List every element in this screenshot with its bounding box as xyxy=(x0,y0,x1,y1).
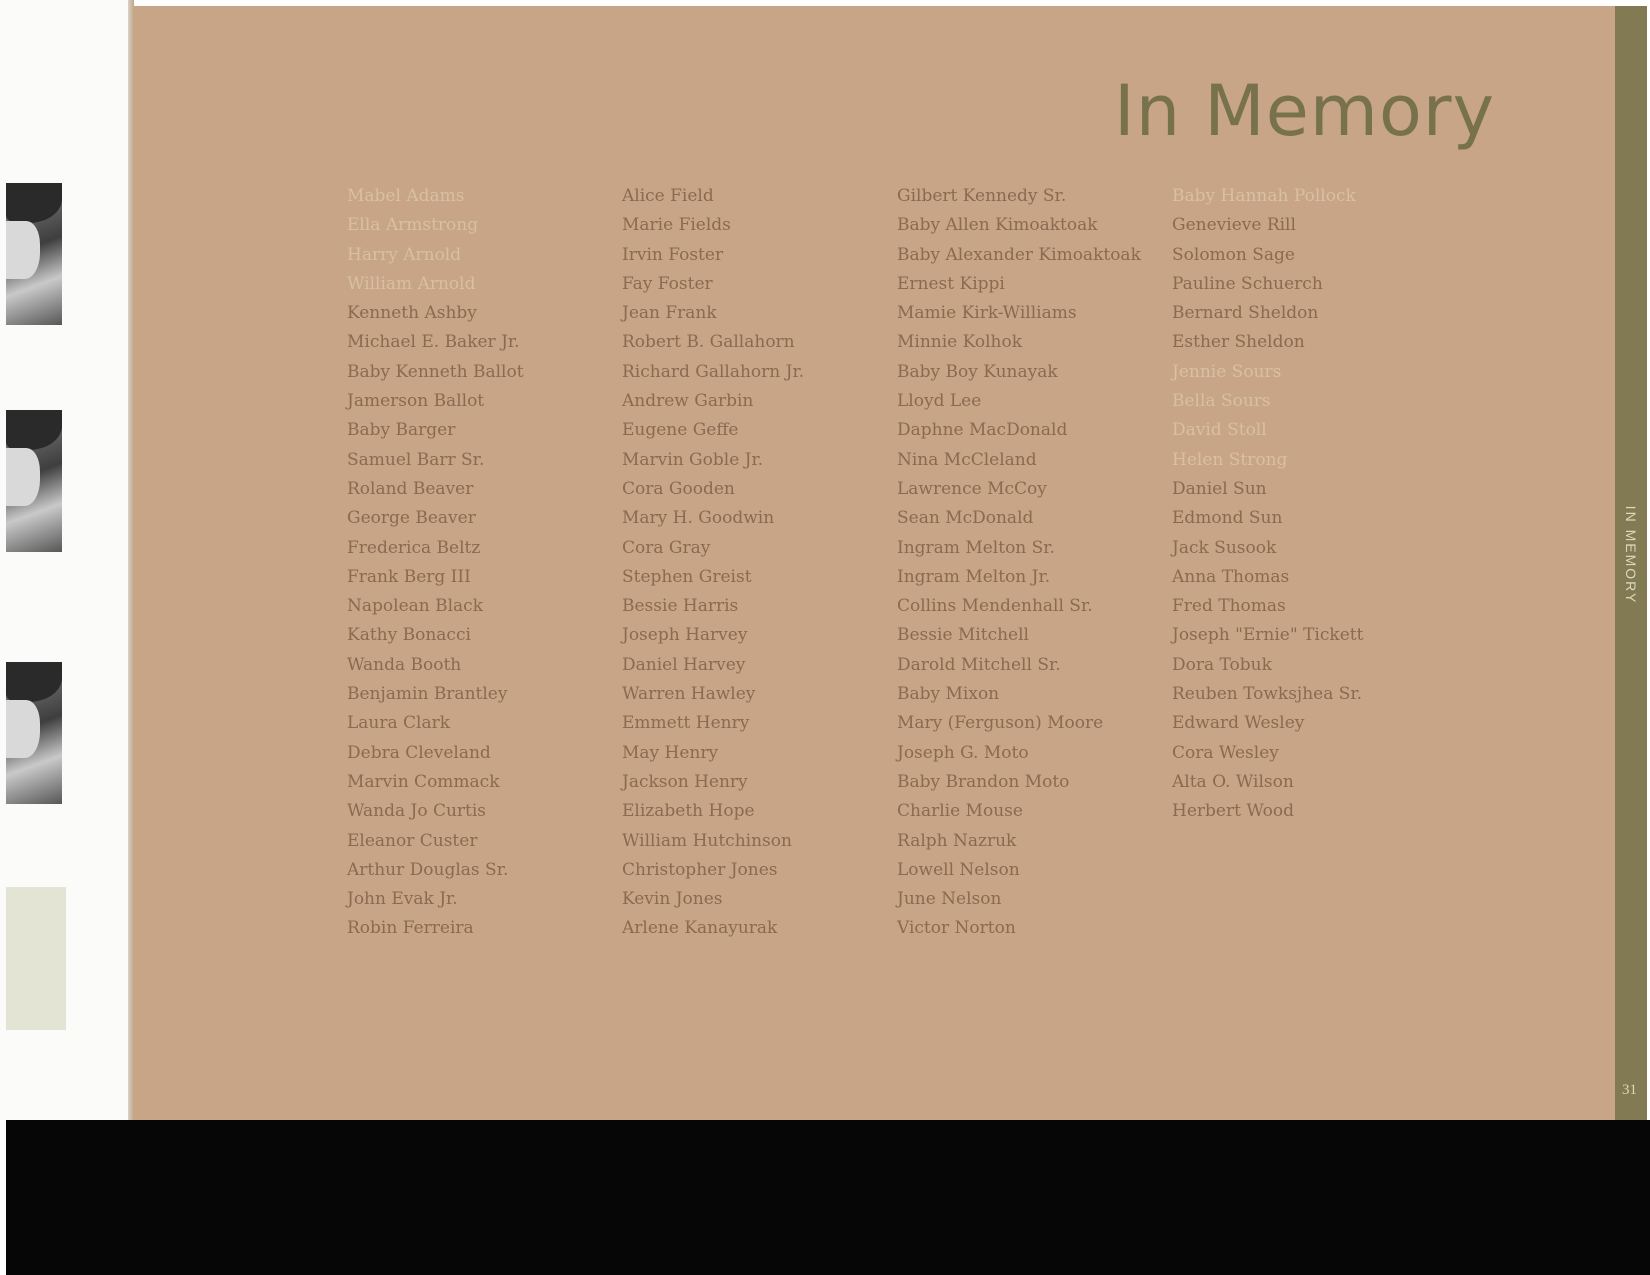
memorial-name: Cora Gray xyxy=(622,537,711,558)
memorial-name: Charlie Mouse xyxy=(897,801,1023,822)
memorial-name: Christopher Jones xyxy=(622,859,778,880)
memorial-name: Lloyd Lee xyxy=(897,391,982,412)
memorial-name: Wanda Jo Curtis xyxy=(347,801,487,822)
portrait-face xyxy=(6,700,40,758)
memorial-name: Baby Hannah Pollock xyxy=(1172,186,1356,206)
memorial-name: Frank Berg III xyxy=(347,566,471,587)
memorial-name: Andrew Garbin xyxy=(622,391,754,412)
memorial-name: Jack Susook xyxy=(1172,537,1277,558)
memorial-name: Joseph "Ernie" Tickett xyxy=(1172,625,1364,646)
memorial-name: Kevin Jones xyxy=(622,889,723,910)
portrait-hair xyxy=(6,410,62,450)
memorial-name: Bessie Mitchell xyxy=(897,625,1029,646)
memorial-name: Daniel Harvey xyxy=(622,654,746,675)
memorial-name: Eugene Geffe xyxy=(622,420,739,441)
memorial-name: Baby Alexander Kimoaktoak xyxy=(897,244,1141,265)
memorial-name: Edward Wesley xyxy=(1172,713,1305,734)
portrait-face xyxy=(6,221,40,279)
memorial-name: Anna Thomas xyxy=(1172,566,1290,587)
memorial-name: Elizabeth Hope xyxy=(622,801,755,822)
memorial-name: William Arnold xyxy=(347,273,476,294)
memorial-name: Jackson Henry xyxy=(622,771,748,792)
memorial-name: Arthur Douglas Sr. xyxy=(347,859,509,880)
memorial-name: Laura Clark xyxy=(347,713,451,734)
memorial-name: Jennie Sours xyxy=(1172,361,1282,382)
memorial-name: Ernest Kippi xyxy=(897,273,1005,294)
memorial-name: Herbert Wood xyxy=(1172,801,1294,822)
portrait-photo xyxy=(6,662,62,804)
memorial-name: Cora Gooden xyxy=(622,478,735,499)
memorial-name: Irvin Foster xyxy=(622,244,724,265)
memorial-name: Victor Norton xyxy=(897,918,1016,939)
memorial-name: Bernard Sheldon xyxy=(1172,303,1319,324)
name-column-2 xyxy=(622,182,804,944)
memorial-name: Lawrence McCoy xyxy=(897,478,1047,499)
memorial-name: Baby Barger xyxy=(347,420,456,441)
memorial-name: Dora Tobuk xyxy=(1172,654,1272,675)
memorial-name: Marvin Commack xyxy=(347,771,500,792)
memorial-name: Ella Armstrong xyxy=(347,215,479,236)
memorial-name: Sean McDonald xyxy=(897,508,1034,529)
memorial-name: Richard Gallahorn Jr. xyxy=(622,361,805,382)
memorial-name: Jamerson Ballot xyxy=(347,391,485,412)
memorial-name: Nina McCleland xyxy=(897,449,1037,470)
memorial-name: Baby Mixon xyxy=(897,684,1000,705)
memorial-name: Eleanor Custer xyxy=(347,830,478,851)
memorial-name: Debra Cleveland xyxy=(347,742,491,763)
memorial-name: Kathy Bonacci xyxy=(347,625,471,646)
memorial-name: Darold Mitchell Sr. xyxy=(897,654,1061,675)
memorial-name: Napolean Black xyxy=(347,596,483,617)
memorial-name: Baby Allen Kimoaktoak xyxy=(897,215,1098,236)
memorial-name: Emmett Henry xyxy=(622,713,750,734)
memorial-name: June Nelson xyxy=(897,889,1002,910)
color-swatch xyxy=(6,887,66,1030)
memorial-name: Helen Strong xyxy=(1172,449,1288,470)
memorial-name: Edmond Sun xyxy=(1172,508,1283,529)
memorial-name: Esther Sheldon xyxy=(1172,332,1305,353)
memorial-name: Baby Kenneth Ballot xyxy=(347,361,524,382)
portrait-photo xyxy=(6,183,62,325)
memorial-name: Michael E. Baker Jr. xyxy=(347,332,520,353)
memorial-name: Fred Thomas xyxy=(1172,596,1286,617)
memorial-name: Baby Boy Kunayak xyxy=(897,361,1058,382)
memorial-name: Jean Frank xyxy=(622,303,717,324)
memorial-name: Mamie Kirk-Williams xyxy=(897,303,1077,324)
page-number: 31 xyxy=(1622,1082,1637,1098)
memorial-name: Bella Sours xyxy=(1172,391,1271,412)
memorial-name: Marie Fields xyxy=(622,215,731,236)
memorial-name: Baby Brandon Moto xyxy=(897,771,1070,792)
memorial-name: Roland Beaver xyxy=(347,478,474,499)
section-label: IN MEMORY xyxy=(1623,505,1639,605)
memorial-name: Ingram Melton Jr. xyxy=(897,566,1051,587)
memorial-name: Collins Mendenhall Sr. xyxy=(897,596,1093,617)
memorial-name: Genevieve Rill xyxy=(1172,215,1296,236)
portrait-photo xyxy=(6,410,62,552)
portrait-hair xyxy=(6,662,62,702)
memorial-name: Arlene Kanayurak xyxy=(622,918,778,939)
memorial-name: Warren Hawley xyxy=(622,684,756,705)
memorial-name: Daphne MacDonald xyxy=(897,420,1068,441)
memorial-name: Wanda Booth xyxy=(347,654,462,675)
scan-bottom-band xyxy=(6,1120,1650,1275)
memorial-name: Pauline Schuerch xyxy=(1172,273,1323,294)
portrait-hair xyxy=(6,183,62,223)
portrait-face xyxy=(6,448,40,506)
name-column-4 xyxy=(1172,182,1363,827)
memorial-name: Robert B. Gallahorn xyxy=(622,332,795,353)
memorial-name: Solomon Sage xyxy=(1172,244,1295,265)
memorial-name: Lowell Nelson xyxy=(897,859,1020,880)
memorial-name: George Beaver xyxy=(347,508,476,529)
memorial-name: David Stoll xyxy=(1172,420,1267,441)
memorial-name: John Evak Jr. xyxy=(347,889,458,910)
name-column-1 xyxy=(347,182,524,944)
memorial-name: Bessie Harris xyxy=(622,596,739,617)
memorial-name: Benjamin Brantley xyxy=(347,684,508,705)
memorial-name: William Hutchinson xyxy=(622,830,792,851)
memorial-name: Marvin Goble Jr. xyxy=(622,449,764,470)
memorial-name: Kenneth Ashby xyxy=(347,303,477,324)
memorial-name: Ralph Nazruk xyxy=(897,830,1017,851)
memorial-name: Mary H. Goodwin xyxy=(622,508,775,529)
memorial-name: Harry Arnold xyxy=(347,244,462,265)
facing-page-strip xyxy=(0,0,133,1120)
memorial-name: Mabel Adams xyxy=(347,186,465,206)
memorial-name: Minnie Kolhok xyxy=(897,332,1023,353)
memorial-name: Stephen Greist xyxy=(622,566,752,587)
memorial-name: Joseph Harvey xyxy=(622,625,748,646)
memorial-name: Daniel Sun xyxy=(1172,478,1267,499)
memorial-name: Gilbert Kennedy Sr. xyxy=(897,186,1067,206)
page-title: In Memory xyxy=(1114,70,1495,152)
memorial-name: Robin Ferreira xyxy=(347,918,474,939)
memorial-name: Joseph G. Moto xyxy=(897,742,1029,763)
memorial-name: Ingram Melton Sr. xyxy=(897,537,1055,558)
memorial-name: Mary (Ferguson) Moore xyxy=(897,713,1104,734)
memorial-name: Reuben Towksjhea Sr. xyxy=(1172,684,1363,705)
memorial-name: Fay Foster xyxy=(622,273,713,294)
memorial-name: May Henry xyxy=(622,742,719,763)
memorial-name: Alice Field xyxy=(622,186,714,206)
memorial-name: Alta O. Wilson xyxy=(1172,771,1294,792)
name-column-3 xyxy=(897,182,1141,944)
memorial-name: Cora Wesley xyxy=(1172,742,1279,763)
memorial-name: Samuel Barr Sr. xyxy=(347,449,485,470)
memorial-name: Frederica Beltz xyxy=(347,537,481,558)
